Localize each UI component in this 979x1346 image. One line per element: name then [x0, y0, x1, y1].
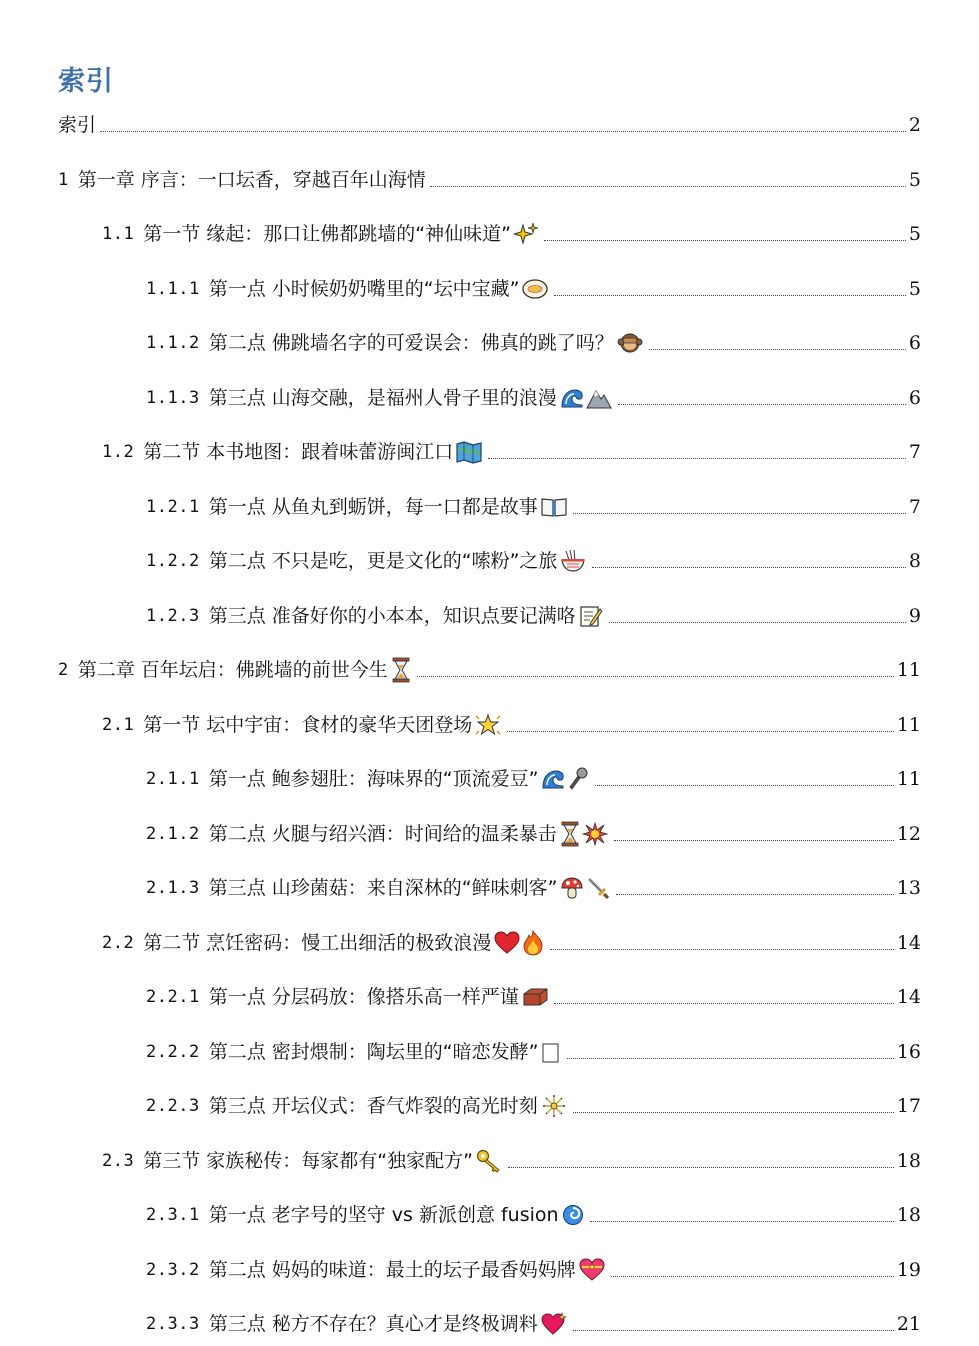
toc-entry-page-number: 13 [896, 877, 921, 899]
toc-entry[interactable] [102, 217, 921, 247]
toc-entry-number: 1.1 [102, 224, 135, 244]
toc-entry-page-number: 6 [908, 386, 921, 409]
memo-icon [579, 604, 605, 628]
sparkling-heart-icon [541, 1312, 569, 1336]
dot-leader [616, 894, 893, 895]
toc-entry-page-number: 11 [896, 713, 921, 736]
toc-entry-icons [617, 330, 645, 356]
toc-entry[interactable] [146, 326, 921, 356]
toc-entry-text: 第一节 坛中宇宙：食材的豪华天团登场 [143, 713, 473, 736]
toc-entry-text: 第三点 山珍菌菇：来自深林的“鲜味刺客” [208, 877, 558, 899]
toc-entry-number: 1.2 [102, 442, 135, 462]
toc-entry-icons [541, 494, 569, 520]
toc-entry[interactable] [146, 490, 921, 520]
toc-entry[interactable] [102, 435, 921, 465]
heart-ribbon-icon [579, 1258, 607, 1282]
toc-entry-page-number: 8 [908, 550, 921, 572]
microphone-icon [567, 767, 591, 791]
fire-icon [522, 930, 546, 956]
toc-entry-text: 第一章 序言：一口坛香，穿越百年山海情 [77, 168, 426, 191]
sparkler-icon [541, 1093, 569, 1119]
dot-leader [508, 1167, 894, 1168]
toc-entry-number: 2.1 [102, 714, 135, 735]
toc-entry-icons [560, 385, 614, 411]
toc-entry-page-number: 17 [896, 1095, 921, 1117]
toc-entry[interactable] [58, 108, 921, 138]
toc-entry-text: 第一点 鲍参翅肚：海味界的“顶流爱豆” [208, 768, 539, 790]
brick-icon [522, 986, 550, 1008]
toc-entry-icons [476, 1148, 504, 1174]
toc-entry-text: 第一点 分层码放：像搭乐高一样严谨 [208, 986, 519, 1008]
dot-leader [573, 1330, 894, 1331]
toc-entry-text: 第二点 妈妈的味道：最土的坛子最香妈妈牌 [208, 1258, 576, 1281]
dot-leader [595, 785, 893, 786]
toc-entry-number: 1.1.3 [146, 387, 200, 408]
toc-entry-page-number: 11 [896, 659, 921, 681]
toc-entry-number: 2.3.1 [146, 1205, 200, 1225]
toc-entry-number: 1.2.1 [146, 496, 200, 517]
toc-entry-text: 第三点 秘方不存在？真心才是终极调料 [208, 1313, 538, 1335]
toc-entry[interactable] [146, 544, 921, 574]
toc-entry-icons [541, 1311, 569, 1337]
dot-leader [614, 840, 894, 841]
toc-entry-number: 2.1.3 [146, 878, 200, 898]
toc-entry-number: 2.2.3 [146, 1096, 200, 1116]
dot-leader [618, 404, 906, 405]
dot-leader [550, 949, 894, 950]
dot-leader [592, 567, 905, 568]
dot-leader [573, 513, 906, 514]
toc-entry[interactable] [146, 1307, 921, 1337]
toc-entry-icons [541, 1093, 569, 1119]
dot-leader [544, 240, 906, 241]
toc-entry-page-number: 7 [908, 441, 921, 463]
toc-entry-page-number: 14 [896, 986, 921, 1008]
toc-entry-text: 第一点 小时候奶奶嘴里的“坛中宝藏” [208, 277, 520, 300]
toc-entry[interactable] [102, 926, 921, 956]
toc-entry[interactable] [146, 871, 921, 901]
toc-entry[interactable] [146, 1198, 921, 1228]
toc-entry-icons [514, 221, 540, 247]
toc-entry-icons [579, 1257, 607, 1283]
toc-entry-text: 第二章 百年坛启：佛跳墙的前世今生 [77, 659, 388, 681]
toc-entry-text: 第三点 开坛仪式：香气炸裂的高光时刻 [208, 1095, 538, 1117]
dot-leader [554, 295, 905, 296]
toc-entry-page-number: 11 [896, 768, 921, 790]
monkey-icon [617, 331, 645, 355]
toc-entry-number: 1.1.1 [146, 278, 200, 299]
wave-icon [541, 767, 567, 791]
toc-entry-text: 第一节 缘起：那口让佛都跳墙的“神仙味道” [143, 223, 511, 245]
dot-leader [507, 731, 894, 732]
toc-entry-page-number: 12 [896, 822, 921, 845]
toc-entry-icons [475, 712, 503, 738]
toc-entry[interactable] [146, 1253, 921, 1283]
sparkles-icon [514, 222, 540, 246]
toc-entry-number: 1.1.2 [146, 333, 200, 353]
dot-leader [611, 1276, 894, 1277]
mushroom-icon [560, 876, 586, 900]
dot-leader [573, 1112, 894, 1113]
toc-entry-number: 2.2 [102, 932, 135, 953]
toc-entry-text: 第三点 山海交融，是福州人骨子里的浪漫 [208, 386, 557, 409]
map-icon [456, 440, 484, 464]
dot-leader [567, 1058, 893, 1059]
toc-entry-number: 2.3.3 [146, 1314, 200, 1334]
toc-entry-page-number: 5 [908, 223, 921, 245]
wave-icon [560, 386, 586, 410]
toc-entry-number: 2.1.1 [146, 769, 200, 789]
toc-entry-number: 1 [58, 169, 69, 190]
toc-entry[interactable] [146, 381, 921, 411]
toc-entry-text: 第一点 从鱼丸到蛎饼，每一口都是故事 [208, 495, 538, 518]
toc-entry-page-number: 21 [896, 1313, 921, 1335]
toc-entry-page-number: 5 [908, 168, 921, 191]
key-icon [476, 1149, 504, 1173]
toc-entry[interactable] [146, 1035, 921, 1065]
dot-leader [430, 186, 906, 187]
toc-entry[interactable] [58, 653, 921, 683]
toc-entry-number: 2.3 [102, 1150, 135, 1171]
toc-entry[interactable] [146, 272, 921, 302]
toc-entry-number: 1.2.3 [146, 605, 200, 626]
toc-entry-text: 第一点 老字号的坚守 vs 新派创意 fusion [208, 1204, 559, 1226]
toc-entry[interactable] [102, 708, 921, 738]
cyclone-icon [562, 1203, 586, 1227]
toc-entry-number: 2.3.2 [146, 1259, 200, 1280]
toc-entry-page-number: 7 [908, 495, 921, 518]
toc-entry[interactable] [58, 163, 921, 193]
toc-entry-icons [541, 766, 591, 792]
noodle-bowl-icon [560, 549, 588, 573]
toc-entry-number: 2.2.2 [146, 1041, 200, 1062]
red-heart-icon [494, 931, 522, 955]
toc-entry-icons [560, 875, 612, 901]
dot-leader [417, 676, 894, 677]
toc-entry-page-number: 19 [896, 1258, 921, 1281]
hourglass-icon [560, 821, 582, 847]
toc-entry-icons [391, 657, 413, 683]
toc-entry-text: 索引 [58, 114, 97, 136]
toc-entry-icons [562, 1202, 586, 1228]
toc-entry-number: 1.2.2 [146, 551, 200, 571]
toc-entry-icons [456, 439, 484, 465]
open-book-icon [541, 496, 569, 518]
toc-entry-number: 2.2.1 [146, 987, 200, 1007]
toc-entry-text: 第三点 准备好你的小本本，知识点要记满咯 [208, 604, 576, 627]
toc-entry-page-number: 18 [896, 1204, 921, 1226]
collision-icon [582, 822, 610, 846]
toc-entry[interactable] [146, 762, 921, 792]
glowing-star-icon [475, 713, 503, 737]
dagger-icon [586, 876, 612, 900]
toc-entry-icons [522, 984, 550, 1010]
dot-leader [100, 131, 906, 132]
toc-entry-icons [560, 821, 610, 847]
toc-entry-text: 第二点 火腿与绍兴酒：时间给的温柔暴击 [208, 822, 557, 845]
toc-entry-page-number: 16 [896, 1040, 921, 1063]
toc-entry-page-number: 6 [908, 332, 921, 354]
toc-entry-page-number: 9 [908, 604, 921, 627]
toc-entry-text: 第二点 密封煨制：陶坛里的“暗恋发酵” [208, 1040, 539, 1063]
toc-entry[interactable] [146, 817, 921, 847]
dot-leader [554, 1003, 894, 1004]
toc-entry-icons [579, 603, 605, 629]
toc-entry-text: 第三节 家族秘传：每家都有“独家配方” [143, 1149, 473, 1172]
toc-entry-page-number: 18 [896, 1149, 921, 1172]
toc-entry-page-number: 14 [896, 931, 921, 954]
dot-leader [590, 1221, 894, 1222]
toc-entry[interactable] [146, 599, 921, 629]
toc-entry[interactable] [146, 980, 921, 1010]
missing-glyph-icon [541, 1040, 563, 1064]
toc-entry-text: 第二节 本书地图：跟着味蕾游闽江口 [143, 441, 454, 463]
toc-entry-icons [522, 276, 550, 302]
toc-entry-number: 2 [58, 660, 69, 680]
dumpling-icon [522, 278, 550, 300]
toc-entry-text: 第二点 佛跳墙名字的可爱误会：佛真的跳了吗？ [208, 332, 614, 354]
toc-title: 索引 [58, 66, 114, 97]
hourglass-icon [391, 657, 413, 683]
toc-entry[interactable] [146, 1089, 921, 1119]
toc-entry[interactable] [102, 1144, 921, 1174]
toc-entry-icons [494, 930, 546, 956]
dot-leader [649, 349, 906, 350]
dot-leader [488, 458, 906, 459]
toc-entry-page-number: 2 [908, 114, 921, 136]
toc-entry-number: 2.1.2 [146, 823, 200, 844]
mountain-icon [586, 386, 614, 410]
toc-entry-page-number: 5 [908, 277, 921, 300]
toc-entry-icons [541, 1039, 563, 1065]
toc-entry-text: 第二节 烹饪密码：慢工出细活的极致浪漫 [143, 931, 492, 954]
toc-entry-icons [560, 548, 588, 574]
toc-entry-text: 第二点 不只是吃，更是文化的“嗦粉”之旅 [208, 550, 558, 572]
dot-leader [609, 622, 906, 623]
